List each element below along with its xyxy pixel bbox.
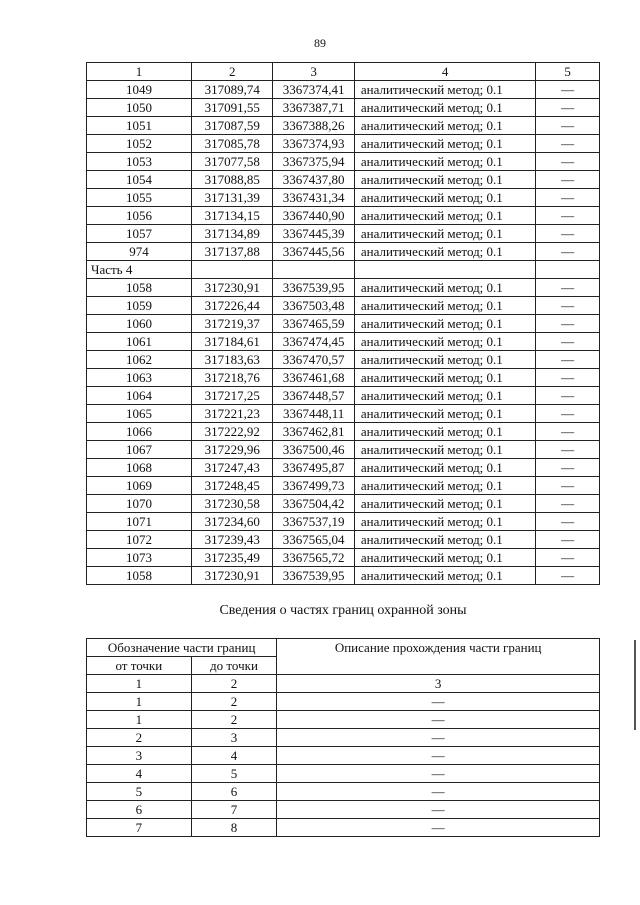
section-label: Часть 4 <box>87 261 192 279</box>
coord-x-cell: 317091,55 <box>192 99 273 117</box>
point-number-cell: 1050 <box>87 99 192 117</box>
coord-x-cell: 317226,44 <box>192 297 273 315</box>
method-cell: аналитический метод; 0.1 <box>354 531 535 549</box>
parts-header-group: Обозначение части границ <box>87 639 277 657</box>
coord-y-cell: 3367537,19 <box>273 513 354 531</box>
coord-y-cell: 3367474,45 <box>273 333 354 351</box>
from-point-cell: 6 <box>87 801 192 819</box>
table-row <box>87 171 600 189</box>
table-row <box>87 549 600 567</box>
coord-y-cell: 3367462,81 <box>273 423 354 441</box>
col-header-3: 3 <box>273 63 354 81</box>
table-row <box>87 243 600 261</box>
coord-y-cell: 3367375,94 <box>273 153 354 171</box>
coord-x-cell: 317248,45 <box>192 477 273 495</box>
method-cell: аналитический метод; 0.1 <box>354 549 535 567</box>
coord-y-cell: 3367374,93 <box>273 135 354 153</box>
table-row <box>87 495 600 513</box>
point-number-cell: 1068 <box>87 459 192 477</box>
coord-y-cell: 3367445,56 <box>273 243 354 261</box>
from-point-cell: 3 <box>87 747 192 765</box>
to-point-cell: 3 <box>191 729 277 747</box>
from-point-cell: 5 <box>87 783 192 801</box>
col-header-5: 5 <box>536 63 600 81</box>
point-number-cell: 1071 <box>87 513 192 531</box>
table-row <box>87 135 600 153</box>
table-row <box>87 783 600 801</box>
table-row <box>87 405 600 423</box>
point-number-cell: 974 <box>87 243 192 261</box>
method-cell: аналитический метод; 0.1 <box>354 387 535 405</box>
note-cell: — <box>536 243 600 261</box>
note-cell: — <box>536 351 600 369</box>
parts-numbering-3: 3 <box>277 675 600 693</box>
coord-y-cell: 3367470,57 <box>273 351 354 369</box>
table-row <box>87 225 600 243</box>
to-point-cell: 5 <box>191 765 277 783</box>
point-number-cell: 1056 <box>87 207 192 225</box>
method-cell: аналитический метод; 0.1 <box>354 171 535 189</box>
parts-header-from: от точки <box>87 657 192 675</box>
point-number-cell: 1058 <box>87 567 192 585</box>
table-row <box>87 477 600 495</box>
table-row <box>87 153 600 171</box>
table-row <box>87 765 600 783</box>
table-row <box>87 117 600 135</box>
coord-y-cell: 3367448,11 <box>273 405 354 423</box>
table-row <box>87 531 600 549</box>
scan-edge-mark <box>634 640 636 730</box>
note-cell: — <box>536 459 600 477</box>
coordinates-header-row <box>87 63 600 81</box>
coord-y-cell: 3367495,87 <box>273 459 354 477</box>
method-cell: аналитический метод; 0.1 <box>354 423 535 441</box>
parts-section-title: Сведения о частях границ охранной зоны <box>219 603 467 618</box>
coord-x-cell: 317088,85 <box>192 171 273 189</box>
coord-x-cell: 317085,78 <box>192 135 273 153</box>
coord-y-cell: 3367461,68 <box>273 369 354 387</box>
description-cell: — <box>277 711 600 729</box>
coord-y-cell: 3367431,34 <box>273 189 354 207</box>
point-number-cell: 1055 <box>87 189 192 207</box>
coord-y-cell: 3367500,46 <box>273 441 354 459</box>
to-point-cell: 2 <box>191 711 277 729</box>
table-row <box>87 189 600 207</box>
method-cell: аналитический метод; 0.1 <box>354 243 535 261</box>
coord-x-cell: 317239,43 <box>192 531 273 549</box>
coord-x-cell: 317087,59 <box>192 117 273 135</box>
method-cell: аналитический метод; 0.1 <box>354 477 535 495</box>
method-cell: аналитический метод; 0.1 <box>354 441 535 459</box>
point-number-cell: 1062 <box>87 351 192 369</box>
note-cell: — <box>536 477 600 495</box>
col-header-1: 1 <box>87 63 192 81</box>
coord-y-cell: 3367440,90 <box>273 207 354 225</box>
page-number: 89 <box>314 36 326 50</box>
parts-numbering-row <box>87 675 600 693</box>
note-cell: — <box>536 387 600 405</box>
note-cell: — <box>536 81 600 99</box>
to-point-cell: 4 <box>191 747 277 765</box>
note-cell: — <box>536 441 600 459</box>
from-point-cell: 7 <box>87 819 192 837</box>
table-row <box>87 567 600 585</box>
coord-y-cell: 3367448,57 <box>273 387 354 405</box>
coord-x-cell: 317229,96 <box>192 441 273 459</box>
method-cell: аналитический метод; 0.1 <box>354 405 535 423</box>
parts-numbering-1: 1 <box>87 675 192 693</box>
method-cell: аналитический метод; 0.1 <box>354 495 535 513</box>
method-cell: аналитический метод; 0.1 <box>354 99 535 117</box>
coord-y-cell: 3367504,42 <box>273 495 354 513</box>
coord-x-cell: 317077,58 <box>192 153 273 171</box>
note-cell: — <box>536 513 600 531</box>
point-number-cell: 1072 <box>87 531 192 549</box>
note-cell: — <box>536 117 600 135</box>
point-number-cell: 1059 <box>87 297 192 315</box>
point-number-cell: 1054 <box>87 171 192 189</box>
table-row <box>87 81 600 99</box>
method-cell: аналитический метод; 0.1 <box>354 297 535 315</box>
table-row <box>87 747 600 765</box>
from-point-cell: 1 <box>87 693 192 711</box>
empty-cell <box>536 261 600 279</box>
coord-x-cell: 317222,92 <box>192 423 273 441</box>
note-cell: — <box>536 99 600 117</box>
table-row <box>87 207 600 225</box>
note-cell: — <box>536 495 600 513</box>
point-number-cell: 1060 <box>87 315 192 333</box>
description-cell: — <box>277 693 600 711</box>
table-row <box>87 279 600 297</box>
col-header-2: 2 <box>192 63 273 81</box>
parts-header-to: до точки <box>191 657 277 675</box>
coord-x-cell: 317134,15 <box>192 207 273 225</box>
table-row <box>87 711 600 729</box>
note-cell: — <box>536 135 600 153</box>
empty-cell <box>354 261 535 279</box>
coord-x-cell: 317219,37 <box>192 315 273 333</box>
table-row <box>87 729 600 747</box>
note-cell: — <box>536 171 600 189</box>
point-number-cell: 1067 <box>87 441 192 459</box>
note-cell: — <box>536 315 600 333</box>
point-number-cell: 1051 <box>87 117 192 135</box>
table-row <box>87 297 600 315</box>
to-point-cell: 6 <box>191 783 277 801</box>
coord-x-cell: 317221,23 <box>192 405 273 423</box>
point-number-cell: 1058 <box>87 279 192 297</box>
to-point-cell: 7 <box>191 801 277 819</box>
col-header-4: 4 <box>354 63 535 81</box>
coord-y-cell: 3367374,41 <box>273 81 354 99</box>
coord-x-cell: 317218,76 <box>192 369 273 387</box>
coord-x-cell: 317230,91 <box>192 279 273 297</box>
note-cell: — <box>536 531 600 549</box>
coord-x-cell: 317183,63 <box>192 351 273 369</box>
note-cell: — <box>536 189 600 207</box>
note-cell: — <box>536 225 600 243</box>
coord-y-cell: 3367445,39 <box>273 225 354 243</box>
boundary-parts-table <box>86 638 600 837</box>
method-cell: аналитический метод; 0.1 <box>354 117 535 135</box>
parts-header-description: Описание прохождения части границ <box>277 639 600 675</box>
point-number-cell: 1064 <box>87 387 192 405</box>
point-number-cell: 1065 <box>87 405 192 423</box>
coord-x-cell: 317217,25 <box>192 387 273 405</box>
note-cell: — <box>536 369 600 387</box>
point-number-cell: 1052 <box>87 135 192 153</box>
coord-y-cell: 3367437,80 <box>273 171 354 189</box>
coord-x-cell: 317131,39 <box>192 189 273 207</box>
note-cell: — <box>536 405 600 423</box>
coord-x-cell: 317134,89 <box>192 225 273 243</box>
point-number-cell: 1049 <box>87 81 192 99</box>
method-cell: аналитический метод; 0.1 <box>354 351 535 369</box>
coord-x-cell: 317089,74 <box>192 81 273 99</box>
coord-y-cell: 3367539,95 <box>273 279 354 297</box>
table-row <box>87 387 600 405</box>
description-cell: — <box>277 783 600 801</box>
table-row <box>87 423 600 441</box>
point-number-cell: 1066 <box>87 423 192 441</box>
point-number-cell: 1061 <box>87 333 192 351</box>
point-number-cell: 1057 <box>87 225 192 243</box>
coord-x-cell: 317235,49 <box>192 549 273 567</box>
parts-header-row-1 <box>87 639 600 657</box>
method-cell: аналитический метод; 0.1 <box>354 459 535 477</box>
coord-x-cell: 317137,88 <box>192 243 273 261</box>
coord-x-cell: 317234,60 <box>192 513 273 531</box>
coord-y-cell: 3367388,26 <box>273 117 354 135</box>
coord-y-cell: 3367503,48 <box>273 297 354 315</box>
note-cell: — <box>536 549 600 567</box>
table-row <box>87 99 600 117</box>
description-cell: — <box>277 765 600 783</box>
note-cell: — <box>536 297 600 315</box>
table-row <box>87 315 600 333</box>
table-row <box>87 369 600 387</box>
to-point-cell: 8 <box>191 819 277 837</box>
description-cell: — <box>277 801 600 819</box>
point-number-cell: 1073 <box>87 549 192 567</box>
point-number-cell: 1063 <box>87 369 192 387</box>
coordinates-table <box>86 62 600 585</box>
note-cell: — <box>536 207 600 225</box>
coord-y-cell: 3367499,73 <box>273 477 354 495</box>
table-row <box>87 801 600 819</box>
coord-y-cell: 3367539,95 <box>273 567 354 585</box>
note-cell: — <box>536 567 600 585</box>
table-row <box>87 819 600 837</box>
note-cell: — <box>536 153 600 171</box>
method-cell: аналитический метод; 0.1 <box>354 279 535 297</box>
table-row <box>87 693 600 711</box>
table-row <box>87 459 600 477</box>
description-cell: — <box>277 747 600 765</box>
note-cell: — <box>536 279 600 297</box>
coord-y-cell: 3367387,71 <box>273 99 354 117</box>
empty-cell <box>273 261 354 279</box>
from-point-cell: 2 <box>87 729 192 747</box>
method-cell: аналитический метод; 0.1 <box>354 81 535 99</box>
point-number-cell: 1053 <box>87 153 192 171</box>
method-cell: аналитический метод; 0.1 <box>354 135 535 153</box>
method-cell: аналитический метод; 0.1 <box>354 189 535 207</box>
table-row <box>87 351 600 369</box>
coord-x-cell: 317247,43 <box>192 459 273 477</box>
method-cell: аналитический метод; 0.1 <box>354 513 535 531</box>
from-point-cell: 1 <box>87 711 192 729</box>
coord-x-cell: 317184,61 <box>192 333 273 351</box>
note-cell: — <box>536 423 600 441</box>
description-cell: — <box>277 819 600 837</box>
method-cell: аналитический метод; 0.1 <box>354 153 535 171</box>
method-cell: аналитический метод; 0.1 <box>354 207 535 225</box>
method-cell: аналитический метод; 0.1 <box>354 369 535 387</box>
coord-y-cell: 3367465,59 <box>273 315 354 333</box>
parts-numbering-2: 2 <box>191 675 277 693</box>
coord-x-cell: 317230,91 <box>192 567 273 585</box>
point-number-cell: 1070 <box>87 495 192 513</box>
point-number-cell: 1069 <box>87 477 192 495</box>
method-cell: аналитический метод; 0.1 <box>354 225 535 243</box>
method-cell: аналитический метод; 0.1 <box>354 567 535 585</box>
table-row <box>87 513 600 531</box>
coord-y-cell: 3367565,72 <box>273 549 354 567</box>
table-row <box>87 441 600 459</box>
coord-y-cell: 3367565,04 <box>273 531 354 549</box>
description-cell: — <box>277 729 600 747</box>
to-point-cell: 2 <box>191 693 277 711</box>
empty-cell <box>192 261 273 279</box>
section-row <box>87 261 600 279</box>
from-point-cell: 4 <box>87 765 192 783</box>
note-cell: — <box>536 333 600 351</box>
table-row <box>87 333 600 351</box>
method-cell: аналитический метод; 0.1 <box>354 315 535 333</box>
method-cell: аналитический метод; 0.1 <box>354 333 535 351</box>
coord-x-cell: 317230,58 <box>192 495 273 513</box>
